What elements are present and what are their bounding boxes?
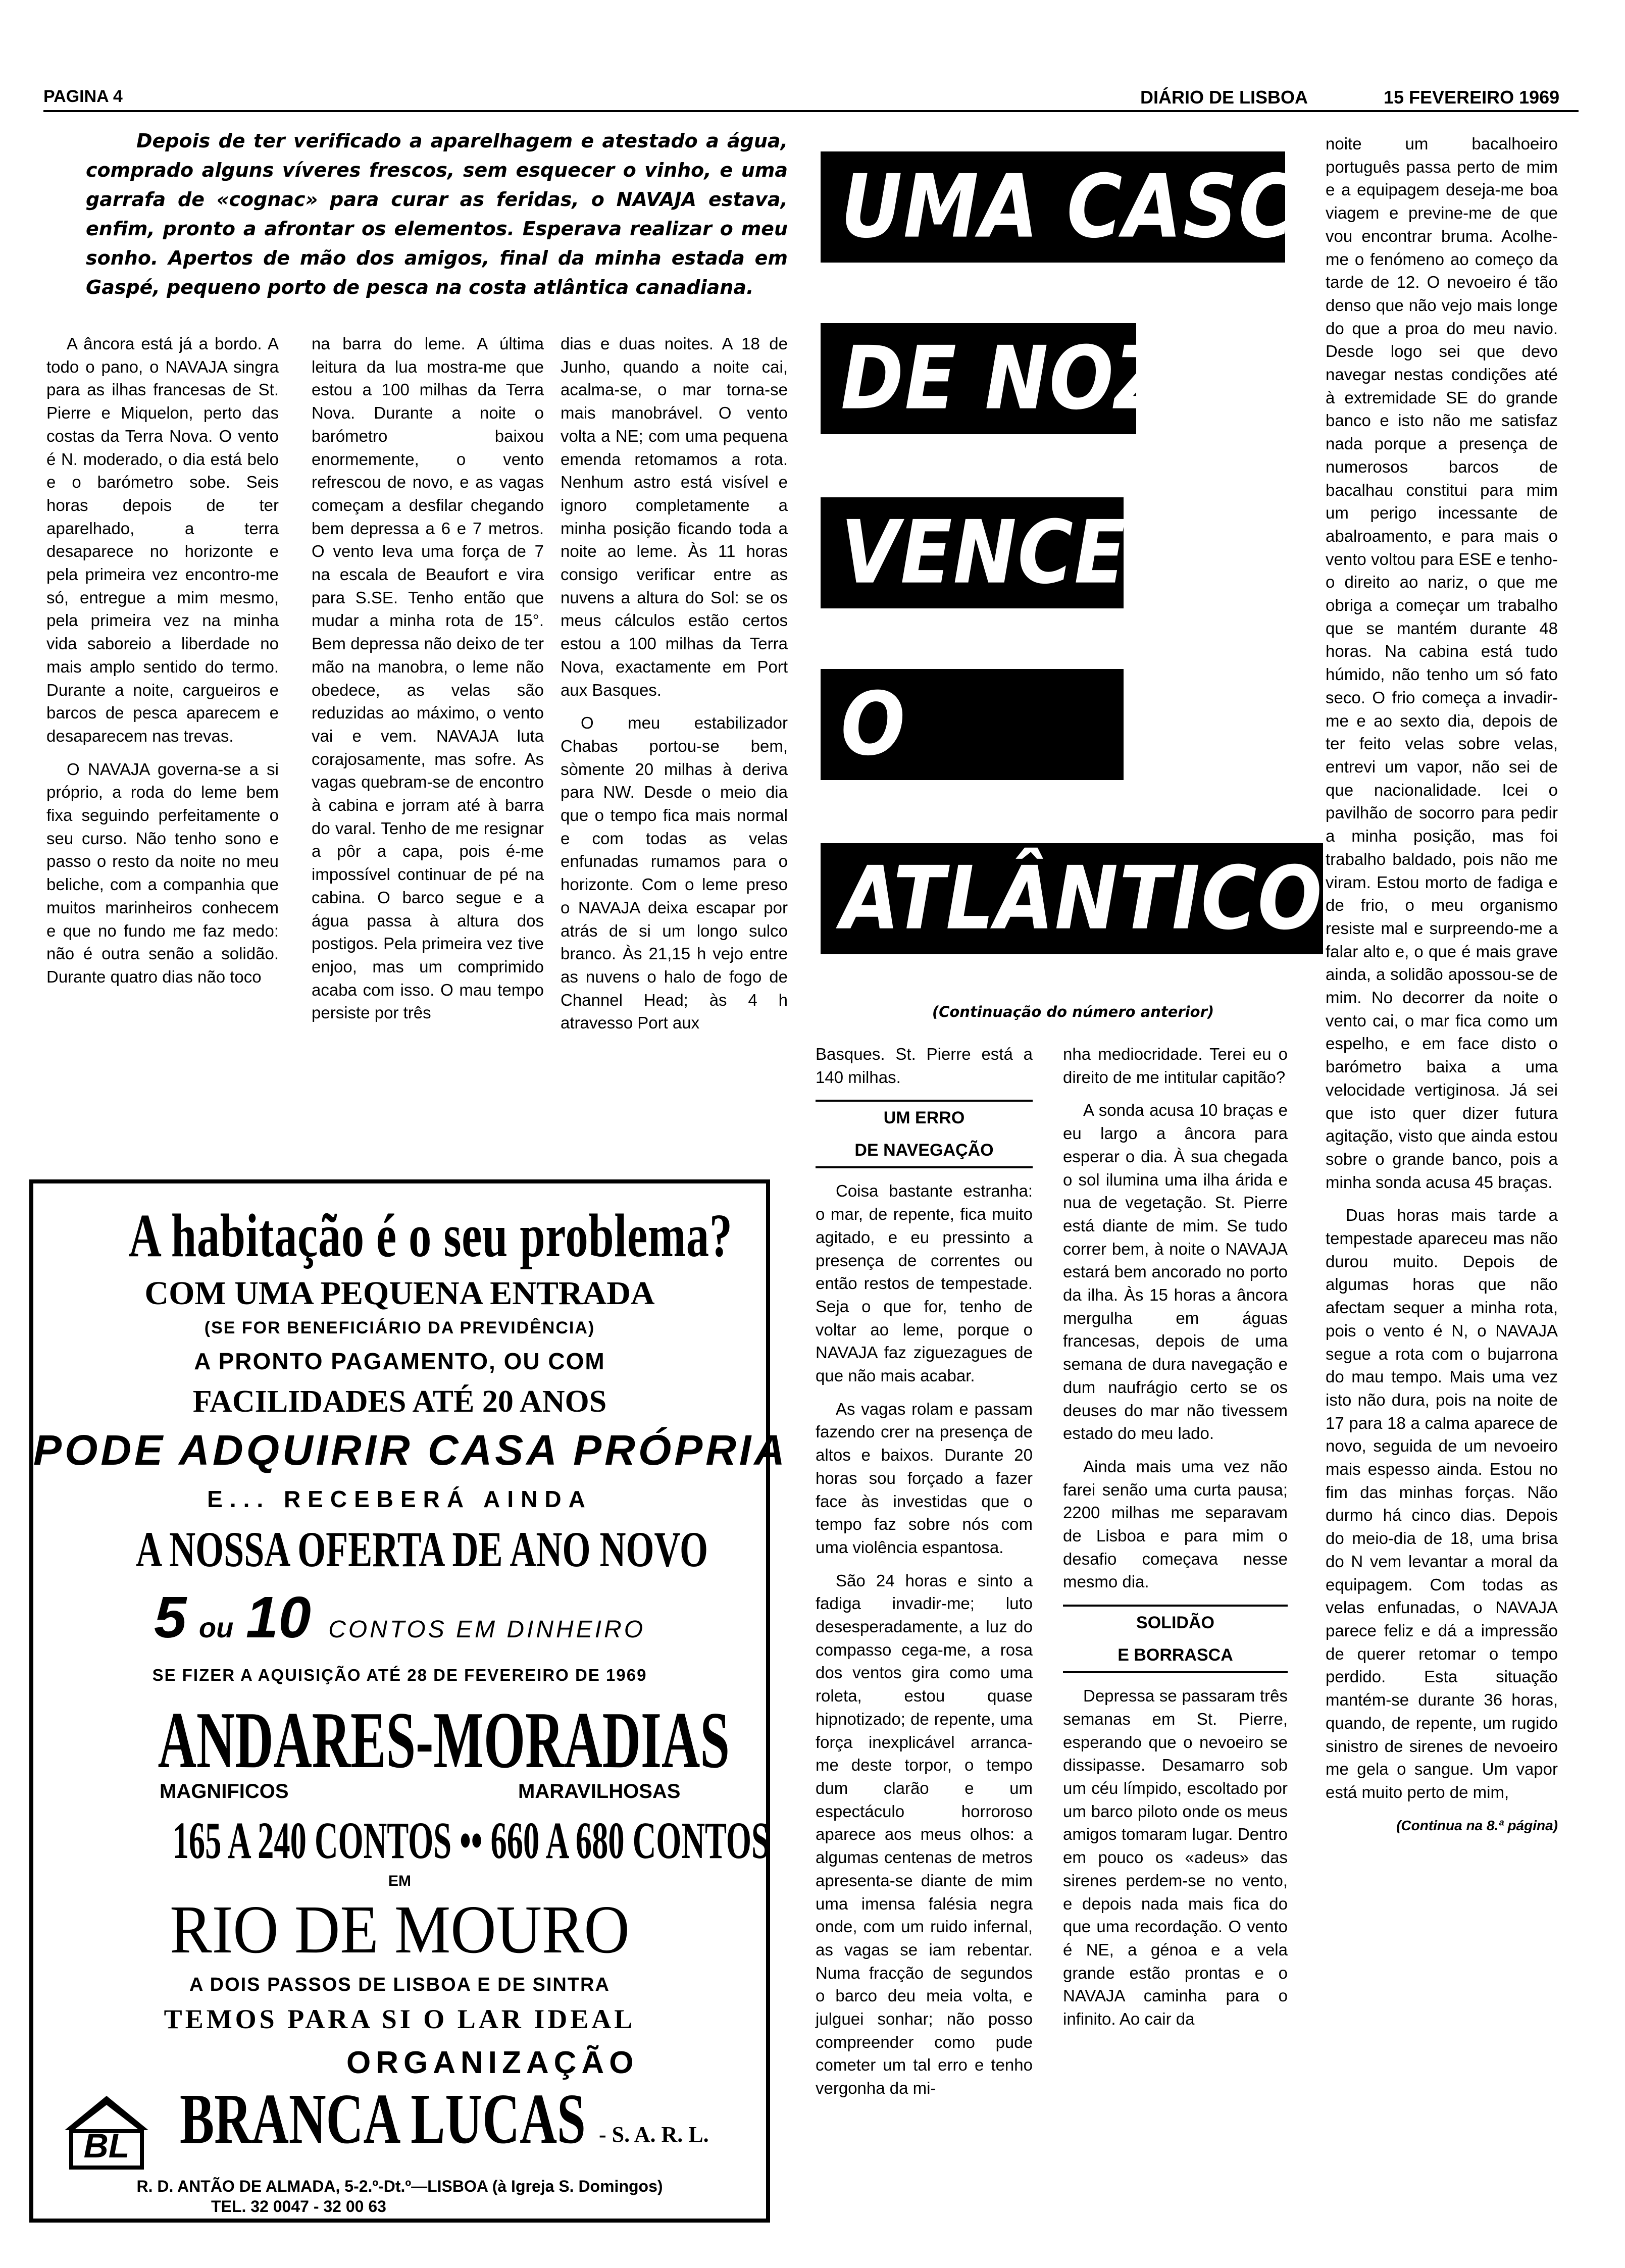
paragraph: Depressa se passaram três semanas em St. Pierre, esperando que o nevoeiro se dissipasse. Desamarro sob um céu límpido, escoltado por um barco piloto onde os meus amigos tomaram lugar. Dentro em pouco os «adeus» das sirenes perdem-se no vento, e depois nada mais fica do que uma recordação. O vento é NE, a génoa e a vela grande estão prontas e o NAVAJA caminha para o infinito. Ao cair da: [1063, 1686, 1288, 2029]
title-line-3: VENCE: [821, 497, 1124, 608]
title-line-1: UMA CASCA: [821, 151, 1285, 263]
article-column-2: [312, 332, 544, 1024]
ad-line: A DOIS PASSOS DE LISBOA E DE SINTRA: [189, 1974, 610, 1995]
newspaper-name: DIÁRIO DE LISBOA: [1140, 87, 1308, 108]
paragraph: nha mediocridade. Terei eu o direito de me intitular capitão?: [1063, 1045, 1288, 1087]
intro-paragraph: Depois de ter verificado a aparelhagem e atestado a água, comprado alguns víveres frescos, sem esquecer o vinho, e uma garrafa de «cognac» para curar as feridas, o NAVAJA estava, enfim, pronto a afrontar os elementos. Esperava realizar o meu sonho. Apertos de mão dos amigos, final da minha estada em Gaspé, pequeno porto de pesca na costa atlântica canadiana.: [86, 130, 788, 298]
ad-line: PODE ADQUIRIR CASA PRÓPRIA: [33, 1426, 788, 1474]
title-line-4: O: [821, 669, 1124, 780]
company-name-text: BRANCA LUCAS: [180, 2079, 586, 2158]
ad-line: MAGNIFICOS: [160, 1780, 289, 1802]
ad-address: R. D. ANTÃO DE ALMADA, 5-2.º-Dt.º—LISBOA (à Igreja S. Domingos): [136, 2177, 663, 2195]
paragraph: A sonda acusa 10 braças e eu largo a âncora para esperar o dia. À sua chegada o sol ilumina uma ilha árida e nua de vegetação. St. Pierre está diante de mim. Se tudo correr bem, à noite o NAVAJA estará bem ancorado no porto da ilha. Às 15 horas a âncora mergulha em águas francesas, depois de uma semana de dura navegação e dum naufrágio certo se os deuses do mar não tivessem estado do meu lado.: [1063, 1101, 1288, 1443]
ad-line: RIO DE MOURO: [170, 1892, 630, 1968]
paragraph: Coisa bastante estranha: o mar, de repente, fica muito agitado, e eu pressinto a presença de correntes ou então restos de tempestade. Seja o que for, tenho de voltar ao leme, porque o NAVAJA faz ziguezagues de que não mais acabar.: [816, 1181, 1033, 1385]
continuation-note: (Continua na 8.ª página): [1396, 1817, 1558, 1833]
paragraph: noite um bacalhoeiro português passa perto de mim e a equipagem deseja-me boa viagem e previne-me de que vou encontrar bruma. Acolhe-me o fenómeno ao começo da tarde de 12. O nevoeiro é tão denso que não vejo mais longe do que a proa do meu navio. Desde logo sei que devo navegar nestas condições até à extremidade SE do grande banco e isto não me satisfaz nada porque a presença de numerosos barcos de bacalhau constitui para mim um perigo incessante de abalroamento, e para mais o vento voltou para ESE e tenho-o direito ao nariz, o que me obriga a começar um trabalho que se mantém durante 48 horas. Na cabina está tudo húmido, não tenho um só fato seco. O frio começa a invadir-me e ao sexto dia, depois de ter feito velas sobre velas, entrevi um vapor, não sei de que nacionalidade. Icei o pavilhão de socorro para pedir a minha posição, mas foi trabalho baldado, pois não me viram. Estou morto de fadiga e de frio, o meu organismo resiste mal e surpreendo-me a falar alto e, o que é mais grave ainda, a solidão apossou-se de mim. No decorrer da noite o vento cai, o mar fica como um espelho, e em face disto o barómetro baixa a uma velocidade vertiginosa. Já sei que isto quer dizer futura agitação, visto que ainda estou sobre o grande banco, pois a minha sonda acusa 45 braças.: [1326, 134, 1558, 1192]
ad-line: TEMOS PARA SI O LAR IDEAL: [164, 2004, 636, 2034]
company-name: [180, 2077, 743, 2160]
logo-text: BL: [83, 2127, 130, 2165]
subheading: SOLIDÃO: [1136, 1613, 1214, 1633]
company-logo-house: [64, 2095, 149, 2171]
ad-offer-text: CONTOS EM DINHEIRO: [328, 1616, 646, 1643]
ad-line: 165 A 240 CONTOS •• 660 A 680 CONTOS: [172, 1812, 770, 1870]
subheading: DE NAVEGAÇÃO: [854, 1141, 994, 1160]
article-column-1: [46, 332, 279, 989]
ad-line: (SE FOR BENEFICIÁRIO DA PREVIDÊNCIA): [204, 1318, 595, 1337]
ad-line: EM: [388, 1873, 411, 1889]
ad-line: A NOSSA OFERTA DE ANO NOVO: [136, 1521, 708, 1577]
article-column-6: [1326, 132, 1558, 1837]
ad-line: SE FIZER A AQUISIÇÃO ATÉ 28 DE FEVEREIRO DE 1969: [152, 1666, 647, 1684]
page-number: PAGINA 4: [43, 87, 123, 106]
section-rule: [1063, 1671, 1288, 1673]
paragraph: na barra do leme. A última leitura da lua mostra-me que estou a 100 milhas da Terra Nova. Durante a noite o barómetro baixou enormemente, o vento refrescou de novo, e as vagas começam a desfilar chegando bem depressa a 6 e 7 metros. O vento leva uma força de 7 na escala de Beaufort e vira para S.SE. Tenho então que mudar a minha rota de 15°. Bem depressa não deixo de ter mão na manobra, o leme não obedece, as velas são reduzidas ao máximo, o vento vai e vem. NAVAJA luta corajosamente, mas sofre. As vagas quebram-se de encontro à cabina e jorram até à barra do varal. Tenho de me resignar a pôr a capa, pois é-me impossível continuar de pé na cabina. O barco segue e a água passa à altura dos postigos. Pela primeira vez tive enjoo, mas um comprimido acaba com isso. O mau tempo persiste por três: [312, 334, 544, 1022]
paragraph: O NAVAJA governa-se a si próprio, a roda do leme bem fixa seguindo perfeitamente o seu curso. Não tenho sono e passo o resto da noite no meu beliche, com a companhia que muitos marinheiros conhecem e que no fundo me faz medo: não é outra senão a solidão. Durante quatro dias não toco: [46, 759, 279, 986]
company-suffix: - S. A. R. L.: [599, 2122, 709, 2147]
ad-phone: TEL. 32 0047 - 32 00 63: [211, 2197, 386, 2215]
ad-line: A PRONTO PAGAMENTO, OU COM: [194, 1348, 605, 1374]
ad-line: ORGANIZAÇÃO: [346, 2045, 639, 2080]
paragraph: Basques. St. Pierre está a 140 milhas.: [816, 1045, 1033, 1087]
header-rule: [43, 110, 1579, 112]
ad-offer: [33, 1583, 766, 1651]
paragraph: dias e duas noites. A 18 de Junho, quando a noite cai, acalma-se, o mar torna-se mais manobrável. O vento volta a NE; com uma pequena emenda retomamos a rota. Nenhum astro está visível e ignoro completamente a minha posição ficando toda a noite ao leme. Às 11 horas consigo verificar entre as nuvens a altura do Sol: se os meus cálculos estão certos estou a 100 milhas da Terra Nova, exactamente em Port aux Basques.: [561, 334, 788, 699]
housing-advertisement: [29, 1179, 788, 2223]
article-column-4: [816, 1043, 1033, 2100]
ad-line: ANDARES-MORADIAS: [158, 1695, 730, 1785]
ad-headline: A habitação é o seu problema?: [128, 1202, 733, 1270]
paragraph: Duas horas mais tarde a tempestade apareceu mas não durou muito. Depois de algumas horas que não afectam sequer a minha rota, pois o vento é N, o NAVAJA segue a rota com o bujarrona do mau tempo. Mais uma vez isto não dura, pois na noite de 17 para 18 a calma aparece de novo, seguida de um nevoeiro mais espesso ainda. Estou no fim das minhas forças. Não durmo há cinco dias. Depois do meio-dia de 18, uma brisa do N vem levantar a moral da equipagem. Com todas as velas enfunadas, o NAVAJA parece feliz e dá a impressão de querer retomar o tempo perdido. Esta situação mantém-se durante 36 horas, quando, de repente, um rugido sinistro de sirenes de nevoeiro me gela o sangue. Um vapor está muito perto de mim,: [1326, 1206, 1558, 1801]
paragraph: O meu estabilizador Chabas portou-se bem, sòmente 20 milhas à deriva para NW. Desde o meio dia que o tempo fica mais normal e com todas as velas enfunadas rumamos para o horizonte. Com o leme preso o NAVAJA deixa escapar por atrás de si um longo sulco branco. Às 21,15 h vejo entre as nuvens o halo de fogo de Channel Head; às 4 h atravesso Port aux: [561, 713, 788, 1033]
paragraph: As vagas rolam e passam fazendo crer na presença de altos e baixos. Durante 20 horas sou forçado a fazer face às investidas que o tempo faz sobre nós com uma violência espantosa.: [816, 1399, 1033, 1557]
paragraph: Ainda mais uma vez não farei senão uma curta pausa; 2200 milhas me separavam de Lisboa e para mim o desafio começava nesse mesmo dia.: [1063, 1457, 1288, 1591]
title-caption: (Continuação do número anterior): [932, 1003, 1214, 1020]
article-column-3: [561, 332, 788, 1035]
ad-line: MARAVILHOSAS: [518, 1780, 681, 1802]
ad-line: E... RECEBERÁ AINDA: [207, 1486, 592, 1512]
title-line-2: DE NOZ: [821, 323, 1136, 434]
subheading: E BORRASCA: [1118, 1645, 1233, 1665]
issue-date: 15 FEVEREIRO 1969: [1384, 87, 1560, 108]
ad-offer-number: 10: [245, 1584, 311, 1650]
title-line-5: ATLÂNTICO: [821, 843, 1323, 954]
section-rule: [816, 1166, 1033, 1168]
ad-offer-text: ou: [198, 1612, 234, 1643]
paragraph: São 24 horas e sinto a fadiga invadir-me; luto desesperadamente, a luz do compasso cega-me, a rosa dos ventos gira como uma roleta, estou quase hipnotizado; de repente, uma força inexplicável arranca-me deste torpor, o tempo dum clarão e um espectáculo horroroso aparece aos meus olhos: a algumas centenas de metros apresenta-se diante de mim uma imensa falésia negra onde, com um ruido infernal, as vagas se iam rebentar. Numa fracção de segundos o barco deu meia volta, e julguei sonhar; não posso compreender como pude cometer um tal erro e tenho vergonha da mi-: [816, 1571, 1033, 2098]
ad-line: COM UMA PEQUENA ENTRADA: [144, 1275, 655, 1312]
paragraph: A âncora está já a bordo. A todo o pano, o NAVAJA singra para as ilhas francesas de St. Pierre e Miquelon, perto das costas da Terra Nova. O vento é N. moderado, o dia está belo e o barómetro sobe. Seis horas depois de ter aparelhado, a terra desaparece no horizonte e pela primeira vez encontro-me só, entregue a mim mesmo, pela primeira vez na minha vida saboreio a liberdade no mais amplo sentido do termo. Durante a noite, cargueiros e barcos de pesca aparecem e desaparecem nas trevas.: [46, 334, 279, 745]
subheading: UM ERRO: [883, 1108, 965, 1128]
ad-line: FACILIDADES ATÉ 20 ANOS: [192, 1384, 607, 1419]
ad-offer-number: 5: [154, 1584, 187, 1650]
article-column-5: [1063, 1043, 1288, 2031]
